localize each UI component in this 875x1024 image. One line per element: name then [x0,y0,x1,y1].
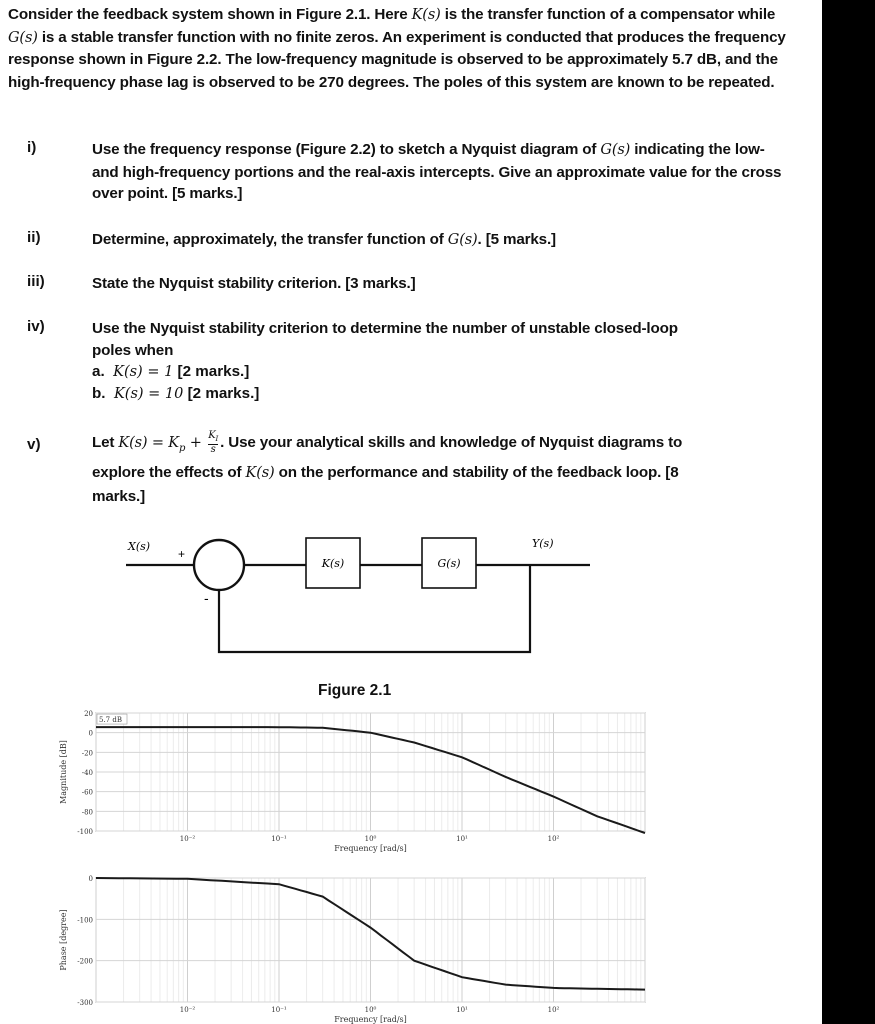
magnitude-plot [59,710,645,853]
output-label: Y(s) [532,537,554,550]
question-number: iv) [27,318,45,335]
x-tick-label: 10² [547,1006,560,1014]
y-tick-label: -20 [81,749,93,758]
x-tick-label: 10⁻² [179,835,196,843]
x-axis-label: Frequency [rad/s] [334,1015,407,1024]
question-text: Use the frequency response (Figure 2.2) to sketch a Nyquist diagram of G(s) indicating the low- and high-frequency portions and the real-axis intercepts. Give an approximate value for the cross over point. [5 marks.] [92,141,782,202]
question-number: i) [27,139,37,156]
x-axis-label: Frequency [rad/s] [334,844,407,853]
y-tick-label: 0 [88,729,93,738]
question-text: Let $K(s) = K_p$ + $\frac{K_I}{s}$ . Use your analytical skills and knowledge of Nyquist diagrams to explore the effects of K(s) on the performance and stability of the feedback loop. [8 marks.] [92,430,683,506]
y-tick-label: -100 [77,916,93,925]
y-axis-label: Magnitude [dB] [59,740,68,804]
y-tick-label: 0 [88,875,93,883]
annotation-label: 5.7 dB [99,716,122,725]
feedback-path [219,565,530,652]
x-tick-label: 10⁻¹ [271,1006,287,1014]
sub-question-list [92,361,259,405]
y-tick-label: -80 [81,808,93,817]
x-tick-label: 10² [547,835,560,843]
y-tick-label: -60 [81,788,93,797]
x-tick-label: 10⁰ [364,1006,377,1014]
x-tick-label: 10¹ [456,835,468,843]
question-number: v) [27,436,41,453]
question-text: State the Nyquist stability criterion. [3 marks.] [92,275,416,292]
summing-junction [194,540,244,590]
y-axis-label: Phase [degree] [59,909,68,971]
minus-sign: - [204,590,209,606]
y-tick-label: -100 [77,828,93,836]
bode-plots [0,700,822,1024]
sub-question-a: a. K(s) = 1 [2 marks.] [92,363,250,380]
x-tick-label: 10¹ [456,1006,468,1014]
figure-caption: Figure 2.1 [318,682,392,699]
question-text: Determine, approximately, the transfer function of G(s). [5 marks.] [92,231,556,248]
y-tick-label: 20 [84,710,93,718]
problem-statement: Consider the feedback system shown in Figure 2.1. Here K(s) is the transfer function of a compensator while G(s) is a stable transfer function with no finite zeros. An experiment is conducted that produces the frequency response shown in Figure 2.2. The low-frequency magnitude is observed to be approximately 5.7 dB, and the high-frequency phase lag is observed to be 270 degrees. The poles of this system are known to be repeated. [8,6,786,91]
x-tick-label: 10⁻² [179,1006,196,1014]
feedback-block-diagram [0,525,822,685]
question-text: Use the Nyquist stability criterion to determine the number of unstable closed-loop poles when [92,320,678,359]
plus-sign: + [178,547,186,561]
input-label: X(s) [128,540,151,553]
plant-label: G(s) [437,557,461,570]
y-tick-label: -200 [77,957,93,966]
compensator-label: K(s) [321,557,345,570]
x-tick-label: 10⁰ [364,835,377,843]
x-tick-label: 10⁻¹ [271,835,287,843]
question-number: ii) [27,229,41,246]
question-number: iii) [27,273,45,290]
ki-over-s-fraction: $\frac{K_I}{s}$ [208,430,219,455]
y-tick-label: -300 [77,999,93,1007]
phase-plot [59,875,645,1024]
y-tick-label: -40 [81,769,93,777]
sub-question-b: b. K(s) = 10 [2 marks.] [92,385,260,402]
